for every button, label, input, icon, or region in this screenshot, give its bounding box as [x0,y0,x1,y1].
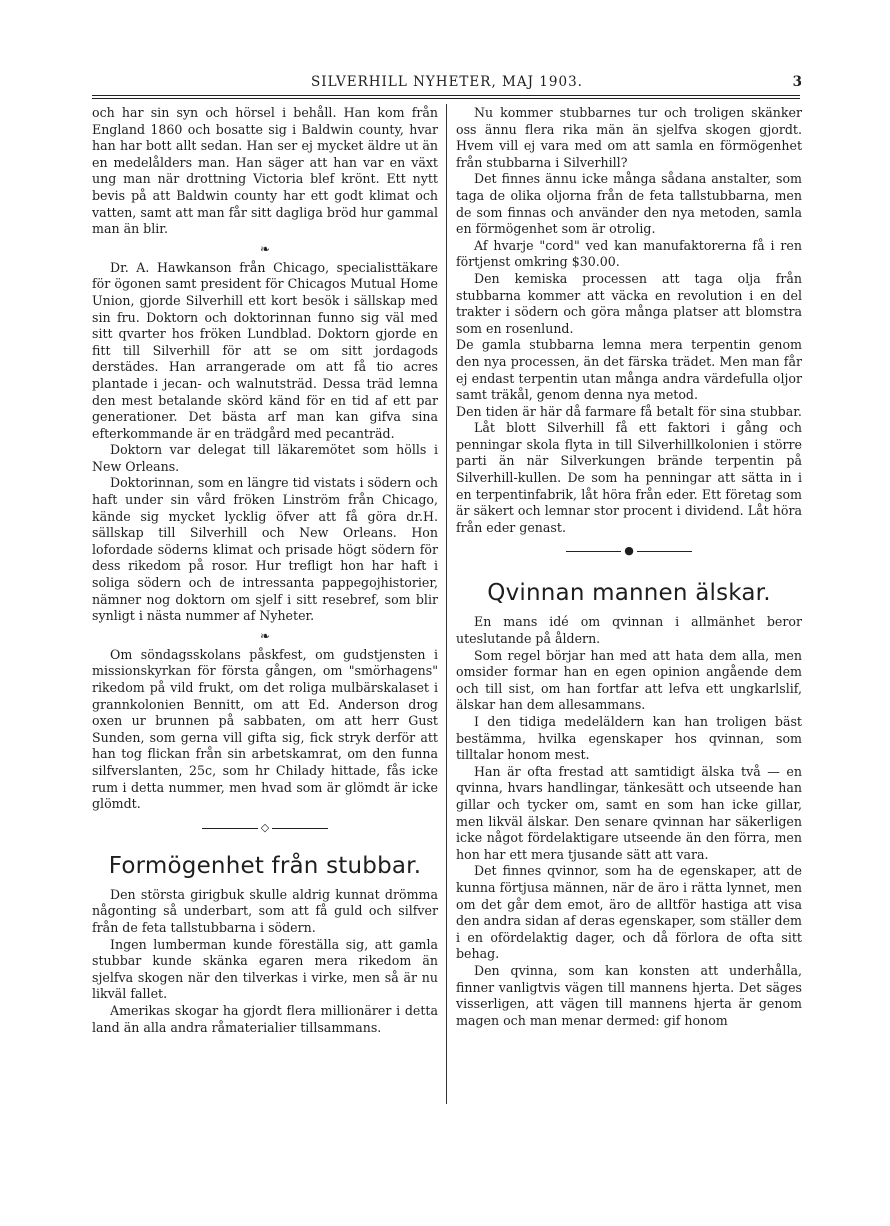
paragraph: Om söndagsskolans påskfest, om gudstjensten i missionskyrkan för första gången, om "smörhagens" rikedom på vild frukt, om det roliga mulbärskalaset i grannkolonien Bennitt, om att Ed. Anderson drog oxen ur brunnen på sabbaten, om att herr Gust Sunden, som gerna vill gifta sig, fick stryk derför att han tog flickan från sin arbetskamrat, om den funna silfverslanten, 25c, som hr Chilady hittade, fås icke rum i detta nummer, men hvad som är glömdt är icke glömdt. [92,646,438,812]
paragraph: Det finnes ännu icke många sådana anstalter, som taga de olika oljorna från de feta tallstubbarna, men de som finnas och använder den nya metoden, samla en förmögenhet som är otrolig. [456,171,802,237]
fleuron-dingbat: ❧ [259,241,271,256]
header-rule [92,95,800,99]
paragraph: Han är ofta frestad att samtidigt älska två — en qvinna, hvars handlingar, tänkesätt och utseende han gillar och tycker om, samt en som han icke gillar, men likväl älskar. Den senare qvinnan har säkerligen icke något fördelaktigare utseende än den förra, men hon har ett mera tjusande sätt att vara. [456,763,802,862]
paragraph: och har sin syn och hörsel i behåll. Han kom från England 1860 och bosatte sig i Baldwin county, hvar han har bott allt sedan. Han ser ej mycket äldre ut än en medelålders man. Han säger att han var en växt ung man när drottning Victoria blef krönt. Ett nytt bevis på att Baldwin county har ett godt klimat och vatten, samt att man får sitt dagliga bröd hur gammal man än blir. [92,105,438,237]
column-rule [446,104,447,1104]
paragraph: Dr. A. Hawkanson från Chicago, specialisttäkare för ögonen samt president för Chicagos Mutual Home Union, gjorde Silverhill ett kort besök i sällskap med sin fru. Doktorn och doktorinnan funno sig väl med sitt qvarter hos fröken Lundblad. Doktorn gjorde en fitt till Silverhill för att se om sitt jordagods derstädes. Han arrangerade om att få tio acres plantade i jecan- och walnutsträd. Dessa träd lemna den mest betalande skörd känd för en tid af ett par generationer. Det bästa arf man kan gifva sina efterkommande är en trädgård med pecanträd. [92,259,438,441]
left-column [92,105,438,1036]
running-title: SILVERHILL NYHETER, MAJ 1903. [311,74,583,90]
dot-ornament: ● [621,544,637,557]
article-title: Formögenhet från stubbar. [108,852,422,879]
paragraph: Det finnes qvinnor, som ha de egenskaper, att de kunna förtjusa männen, när de äro i rätta lynnet, men om det går dem emot, äro de alltför hastiga att visa den andra sidan af deras egenskaper, som ställer dem i en ofördelaktig dager, och då förlora de ofta sitt behag. [456,863,802,962]
paragraph: En mans idé om qvinnan i allmänhet beror uteslutande på åldern. [456,614,802,647]
paragraph: Den qvinna, som kan konsten att underhålla, finner vanligtvis vägen till mannens hjerta. Det säges visserligen, att vägen till mannens hjerta är genom magen och man menar dermed: gif honom [456,962,802,1028]
paragraph: Den tiden är här då farmare få betalt för sina stubbar. [456,403,802,419]
section-divider [456,542,802,560]
paragraph: Den kemiska processen att taga olja från stubbarna kommer att väcka en revolution i en del trakter i södern och göra många platser att blomstra som en rosenlund. [456,270,802,336]
paragraph: Låt blott Silverhill få ett faktori i gång och penningar skola flyta in till Silverhillkolonien i större parti än när Silverkungen brände terpentin på Silverhill-kullen. De som ha penningar att sätta in i en terpentinfabrik, låt höra från eder. Ett företag som är säkert och lemnar stor procent i dividend. Låt höra från eder genast. [456,420,802,535]
article-title: Qvinnan mannen älskar. [487,580,771,607]
paragraph: Doktorn var delegat till läkaremötet som hölls i New Orleans. [92,442,438,474]
running-head [92,74,802,94]
right-column [456,105,802,1029]
paragraph: Nu kommer stubbarnes tur och troligen skänker oss ännu flera rika män än sjelfva skogen gjordt. Hvem vill ej vara med om att samla en förmögenhet från stubbarna i Silverhill? [456,105,802,170]
paragraph: Som regel börjar han med att hata dem alla, men omsider formar han en egen opinion angående dem och till sist, om han fortfar att lefva ett ungkarlslif, älskar han dem allesammans. [456,647,802,713]
paragraph: Af hvarje "cord" ved kan manufaktorerna få i ren förtjenst omkring $30.00. [456,237,802,270]
diamond-ornament: ◇ [258,821,272,834]
section-divider [92,819,438,837]
paragraph: Doktorinnan, som en längre tid vistats i södern och haft under sin vård fröken Linström från Chicago, kände sig mycket lycklig öfver att få göra dr.H. sällskap till Silverhill och New Orleans. Hon lofordade söderns klimat och prisade högt södern för dess rikedom på rosor. Hur trefligt hon har haft i soliga södern och de intressanta pappegojhistorier, nämner nog doktorn om sjelf i sitt resebref, som blir synligt i nästa nummer af Nyheter. [92,475,438,624]
paragraph: Den största girigbuk skulle aldrig kunnat drömma någonting så underbart, som att få guld och silfver från de feta tallstubbarna i södern. [92,886,438,935]
paragraph: Amerikas skogar ha gjordt flera millionärer i detta land än alla andra råmaterialier tillsammans. [92,1002,438,1035]
paragraph: I den tidiga medeläldern kan han troligen bäst bestämma, hvilka egenskaper hos qvinnan, som tilltalar honom mest. [456,714,802,763]
paragraph: De gamla stubbarna lemna mera terpentin genom den nya processen, än det färska trädet. Men man får ej endast terpentin utan många andra värdefulla oljor samt träkål, genom denna nya metod. [456,337,802,403]
fleuron-dingbat: ❧ [259,628,271,643]
page-number: 3 [792,74,802,90]
paragraph: Ingen lumberman kunde föreställa sig, att gamla stubbar kunde skänka egaren mera rikedom än sjelfva skogen när den tilverkas i virke, men så är nu likväl fallet. [92,936,438,1002]
